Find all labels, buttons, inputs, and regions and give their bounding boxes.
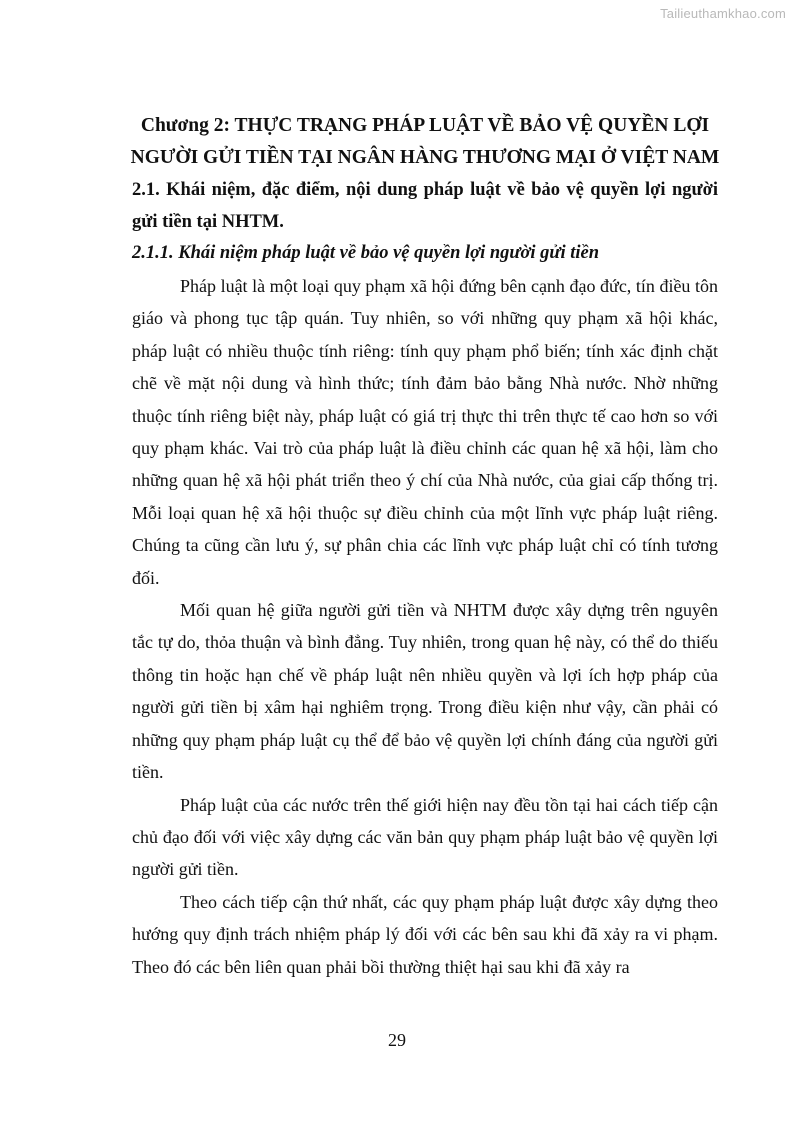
chapter-title-line-1: Chương 2: THỰC TRẠNG PHÁP LUẬT VỀ BẢO VỆ QUYỀN LỢI — [140, 115, 710, 136]
chapter-title-line-2: NGƯỜI GỬI TIỀN TẠI NGÂN HÀNG THƯƠNG MẠI Ở VIỆT NAM — [130, 147, 720, 168]
paragraph-3: Pháp luật của các nước trên thế giới hiện nay đều tồn tại hai cách tiếp cận chủ đạo đối với việc xây dựng các văn bản quy phạm pháp luật bảo vệ quyền lợi người gửi tiền. — [132, 794, 718, 880]
section-title: 2.1. Khái niệm, đặc điểm, nội dung pháp luật về bảo vệ quyền lợi người gửi tiền tại NHTM. — [132, 180, 718, 232]
page-content — [132, 110, 718, 983]
watermark: Tailieuthamkhao.com — [660, 6, 786, 21]
page-number: 29 — [388, 1030, 406, 1050]
paragraph-2: Mối quan hệ giữa người gửi tiền và NHTM được xây dựng trên nguyên tắc tự do, thỏa thuận và bình đẳng. Tuy nhiên, trong quan hệ này, có thể do thiếu thông tin hoặc hạn chế về pháp luật nên nhiều quyền và lợi ích hợp pháp của người gửi tiền bị xâm hại nghiêm trọng. Trong điều kiện như vậy, cần phải có những quy phạm pháp luật cụ thể để bảo vệ quyền lợi chính đáng của người gửi tiền. — [132, 600, 718, 783]
paragraph-1: Pháp luật là một loại quy phạm xã hội đứng bên cạnh đạo đức, tín điều tôn giáo và phong tục tập quán. Tuy nhiên, so với những quy phạm xã hội khác, pháp luật có nhiều thuộc tính riêng: tính quy phạm phổ biến; tính xác định chặt chẽ về mặt nội dung và hình thức; tính đảm bảo bằng Nhà nước. Nhờ những thuộc tính riêng biệt này, pháp luật có giá trị thực thi trên thực tế cao hơn so với quy phạm khác. Vai trò của pháp luật là điều chỉnh các quan hệ xã hội, làm cho những quan hệ xã hội phát triển theo ý chí của Nhà nước, của giai cấp thống trị. Mỗi loại quan hệ xã hội thuộc sự điều chỉnh của một lĩnh vực pháp luật riêng. Chúng ta cũng cần lưu ý, sự phân chia các lĩnh vực pháp luật chỉ có tính tương đối. — [132, 276, 718, 588]
paragraph-4: Theo cách tiếp cận thứ nhất, các quy phạm pháp luật được xây dựng theo hướng quy định trách nhiệm pháp lý đối với các bên sau khi đã xảy ra vi phạm. Theo đó các bên liên quan phải bồi thường thiệt hại sau khi đã xảy ra — [132, 891, 718, 977]
subsection-title: 2.1.1. Khái niệm pháp luật về bảo vệ quyền lợi người gửi tiền — [132, 243, 600, 263]
